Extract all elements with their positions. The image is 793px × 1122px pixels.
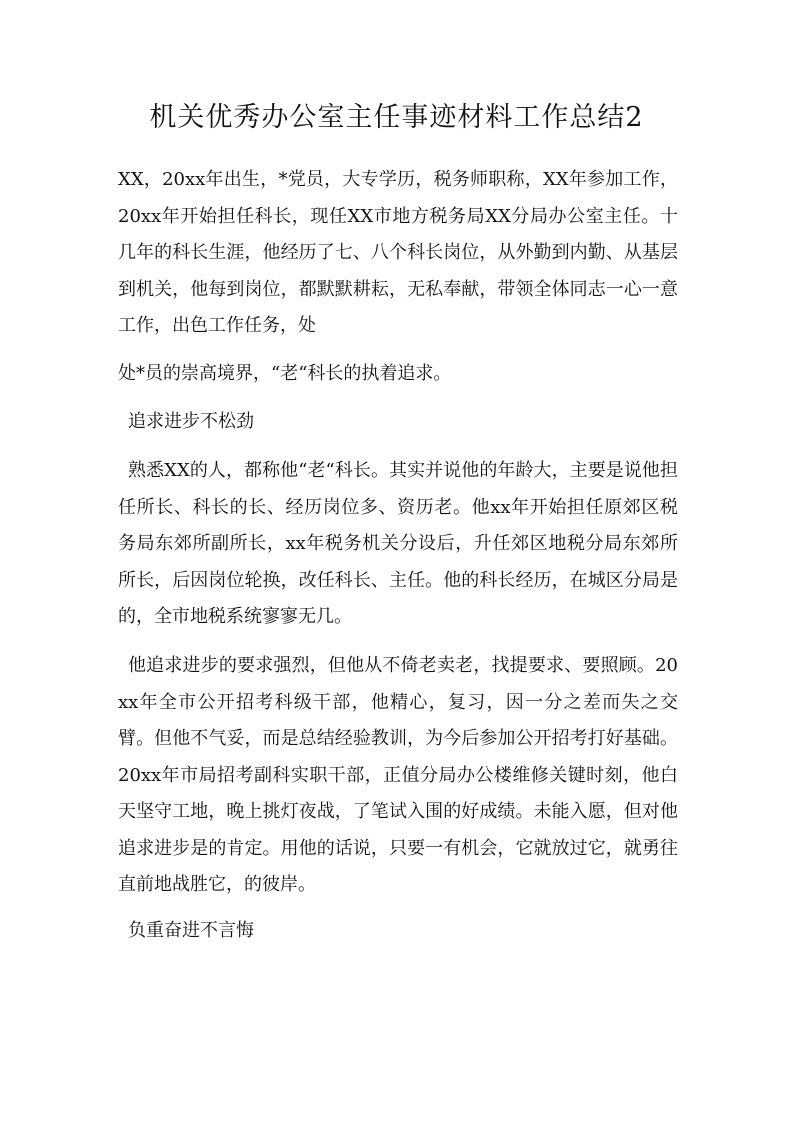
paragraph-continuation: 处*员的崇高境界，“老“科长的执着追求。 xyxy=(118,363,452,384)
paragraph-pursuit: 他追求进步的要求强烈，但他从不倚老卖老，找提要求、要照顾。20xx年全市公开招考科级干部，他精心，复习，因一分之差而失之交臂。但他不气妥，而是总结经验教训，为今后参加公开招考打好基础。20xx年市局招考副科实职干部，正值分局办公楼维修关键时刻，他白天坚守工地，晚上挑灯夜战，了笔试入围的好成绩。未能入愿，但对他追求进步是的肯定。用他的话说，只要一有机会，它就放过它，就勇往直前地战胜它，的彼岸。 xyxy=(118,655,678,895)
document-title: 机关优秀办公室主任事迹材料工作总结2 xyxy=(149,102,644,133)
section-heading-responsibility: 负重奋进不言悔 xyxy=(128,920,254,941)
section-heading-progress: 追求进步不松劲 xyxy=(128,411,254,432)
paragraph-experience: 熟悉XX的人，都称他“老“科长。其实并说他的年龄大，主要是说他担任所长、科长的长、经历岗位多、资历老。他xx年开始担任原郊区税务局东郊所副所长，xx年税务机关分设后，升任郊区地税分局东郊所所长，后因岗位轮换，改任科长、主任。他的科长经历，在城区分局是的，全市地税系统寥寥无几。 xyxy=(118,460,678,627)
paragraph-intro: XX，20xx年出生，*党员，大专学历，税务师职称，XX年参加工作，20xx年开始担任科长，现任XX市地方税务局XX分局办公室主任。十几年的科长生涯，他经历了七、八个科长岗位，从外勤到内勤、从基层到机关，他每到岗位，都默默耕耘，无私奉献，带领全体同志一心一意工作，出色工作任务，处 xyxy=(118,169,678,336)
